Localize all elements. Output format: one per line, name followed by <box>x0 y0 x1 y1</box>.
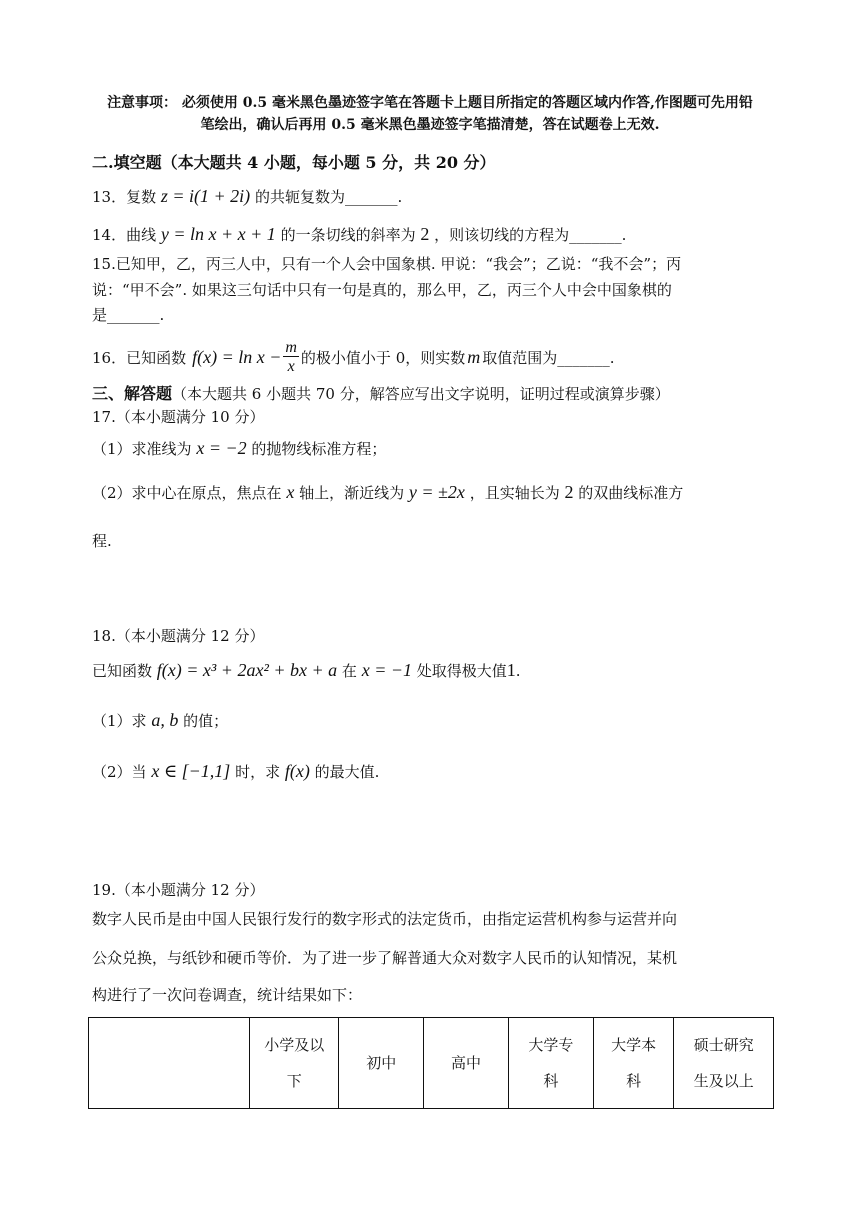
q17-p2-suffix: 的双曲线标准方 <box>578 484 684 502</box>
q13-prefix: 13．复数 <box>92 188 157 206</box>
table-header-cell: 高中 <box>424 1018 509 1109</box>
q14-prefix: 14．曲线 <box>92 226 157 244</box>
q13-formula: z = i(1 + 2i) <box>160 186 251 206</box>
q14-formula: y = ln x + x + 1 <box>160 224 276 244</box>
section-2-heading: 二.填空题（本大题共 4 小题，每小题 5 分，共 20 分） <box>92 153 496 172</box>
q17-p2-value: 2 <box>564 482 574 502</box>
q17-p2-formula: y = ±2x <box>408 482 465 502</box>
q17-p2-prefix: （2）求中心在原点，焦点在 <box>92 484 282 502</box>
q16-middle: 的极小值小于 0，则实数 <box>300 348 466 367</box>
q17-p2-mid2: ，且实轴长为 <box>469 484 560 502</box>
q18-stem <box>92 660 521 681</box>
q18-p2-formula: x ∈ [−1,1] <box>151 761 231 781</box>
notice-line-1: 注意事项： 必须使用 0.5 毫米黑色墨迹签字笔在答题卡上题目所指定的答题区域内作答,作图题可先用铅 <box>107 95 753 111</box>
table-header-cell: 初中 <box>339 1018 424 1109</box>
q18-stem-prefix: 已知函数 <box>92 662 153 680</box>
q18-stem-end: . <box>515 662 521 680</box>
q14-suffix: ，则该切线的方程为_______. <box>434 226 627 244</box>
table-header-cell: 大学本 科 <box>593 1018 674 1109</box>
table-header-cell: 硕士研究 生及以上 <box>674 1018 774 1109</box>
q18-p1-prefix: （1）求 <box>92 712 147 730</box>
q18-stem-x: x = −1 <box>361 660 412 680</box>
q17-p1-suffix: 的抛物线标准方程； <box>251 440 387 458</box>
table-header-cell: 小学及以 下 <box>250 1018 339 1109</box>
q16-formula-left: f(x) = ln x − <box>192 346 282 367</box>
q19-line-1: 数字人民币是由中国人民银行发行的数字形式的法定货币，由指定运营机构参与运营并向 <box>92 910 678 928</box>
section-3-heading-bold: 三、解答题 <box>92 384 173 403</box>
q19-title: 19.（本小题满分 12 分） <box>92 881 265 899</box>
q18-part-2 <box>92 761 379 782</box>
q16-frac-denominator: x <box>287 357 295 375</box>
q18-stem-mid: 在 <box>341 662 357 680</box>
q17-title: 17.（本小题满分 10 分） <box>92 408 265 426</box>
question-15-line-1: 15.已知甲，乙，丙三人中，只有一个人会中国象棋. 甲说：“我会”；乙说：“我不会”；丙 <box>92 255 682 273</box>
q17-part-2-cont: 程. <box>92 532 112 550</box>
q17-p1-prefix: （1）求准线为 <box>92 440 192 458</box>
q19-line-3: 构进行了一次问卷调查，统计结果如下： <box>92 986 363 1004</box>
q18-stem-mid2: 处取得极大值 <box>416 662 507 680</box>
question-15-line-2: 说：“甲不会”. 如果这三句话中只有一句是真的，那么甲，乙，丙三个人中会中国象棋的 <box>92 281 672 299</box>
q17-part-1 <box>92 438 386 459</box>
q18-p1-vars: a, b <box>151 710 179 730</box>
table-header-cell: 大学专 科 <box>508 1018 593 1109</box>
q18-title: 18.（本小题满分 12 分） <box>92 627 265 645</box>
question-14 <box>92 224 626 245</box>
q18-p2-prefix: （2）当 <box>92 763 147 781</box>
question-13 <box>92 186 402 207</box>
q18-stem-formula: f(x) = x³ + 2ax² + bx + a <box>156 660 338 680</box>
survey-table <box>88 1017 774 1109</box>
q18-stem-value: 1 <box>506 660 516 680</box>
q13-suffix: 的共轭复数为_______. <box>254 188 403 206</box>
q14-value: 2 <box>420 224 430 244</box>
q16-frac-numerator: m <box>285 338 297 356</box>
q18-p2-f: f(x) <box>284 761 310 781</box>
q17-p1-formula: x = −2 <box>196 438 247 458</box>
section-3-heading <box>92 381 670 404</box>
q18-p1-suffix: 的值； <box>183 712 229 730</box>
q18-p2-suffix: 的最大值. <box>314 763 380 781</box>
q17-p2-mid: 轴上，渐近线为 <box>299 484 405 502</box>
q16-suffix: 取值范围为_______. <box>482 348 615 367</box>
notice-line-2: 笔绘出，确认后再用 0.5 毫米黑色墨迹签字笔描清楚，答在试题卷上无效. <box>200 117 660 133</box>
q14-middle: 的一条切线的斜率为 <box>280 226 416 244</box>
question-16 <box>92 333 615 381</box>
q18-part-1 <box>92 710 228 731</box>
q17-part-2 <box>92 482 683 503</box>
question-15-line-3: 是_______. <box>92 306 165 324</box>
section-3-heading-rest: （本大题共 6 小题共 70 分，解答应写出文字说明，证明过程或演算步骤） <box>172 385 670 403</box>
q19-line-2: 公众兑换，与纸钞和硬币等价．为了进一步了解普通大众对数字人民币的认知情况，某机 <box>92 949 678 967</box>
table-header-row <box>89 1018 774 1109</box>
q18-p2-mid: 时，求 <box>235 763 281 781</box>
q16-var: m <box>467 346 481 367</box>
q16-fraction <box>283 340 299 375</box>
table-corner-cell <box>89 1018 250 1109</box>
q16-prefix: 16．已知函数 <box>92 348 187 367</box>
q17-p2-var: x <box>286 482 295 502</box>
